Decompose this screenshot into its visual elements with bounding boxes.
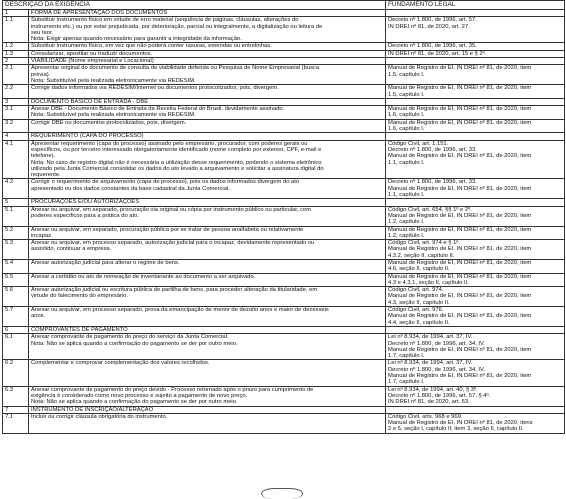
requirement-row [3,386,565,406]
legal-basis-line: Código Civil, art. 1.151. [388,140,449,147]
legal-basis-line: Manual de Registro de EI, IN DREI nº 81, de 2020, item [388,153,532,160]
description-line: Apresentar original do documento de consulta de viabilidade deferida ou Pesquisa de Nome Empresarial (busca [31,65,320,72]
item-description [29,273,386,287]
description-line: Incluir ou corrigir cláusula obrigatória do instrumento. [31,413,168,420]
item-number: 2.1 [3,65,29,85]
description-line: Anexar ou arquivar, em processo separado, autorização judicial para o incapaz, devidamente representado ou [31,240,315,247]
item-legal-basis [386,226,565,240]
description-line: incapaz. [31,232,53,239]
section-row [3,10,565,17]
section-number: 6 [3,326,29,333]
legal-basis-line: Código Civil, art. 974. [388,287,444,294]
section-title: REQUERIMENTO (CAPA DO PROCESSO) [29,133,386,140]
item-description [29,119,386,133]
item-description [29,307,386,327]
item-number: 6.1 [3,334,29,360]
item-description [29,259,386,273]
item-legal-basis [386,140,565,179]
item-description [29,179,386,199]
item-number: 5.4 [3,259,29,273]
description-line: apresentado ou dos dados constantes da base cadastral da Junta Comercial. [31,185,230,192]
legal-basis-line: 2 e 5, seção I, capítulo II; item 3, seção II, capítulo II. [388,426,524,433]
legal-basis-line: Lei nº 8.934, de 1994, art. 37, IV. [388,334,473,341]
item-legal-basis [386,259,565,273]
item-legal-basis [386,106,565,120]
requirement-row [3,17,565,43]
requirement-row [3,273,565,287]
legal-basis-line: Manual de Registro de EI, IN DREI nº 81, de 2020, item [388,65,532,72]
item-number: 7.1 [3,413,29,433]
header-legal-basis: FUNDAMENTO LEGAL [386,1,565,10]
legal-basis-line: Manual de Registro de EI, IN DREI nº 81, de 2020, itens [388,420,533,427]
description-line: utilizado pela Junta Comercial consolidar os dados do ato levado a arquivamento e solicitar a assinatura digital do [31,165,324,172]
description-line: Corrigir dados informados via REDESIM/Internet ou documentos protocolizados, pois, divergem. [31,85,279,92]
legal-basis-line: Manual de Registro de EI, IN DREI nº 81, de 2020, item [388,119,532,126]
section-legal-empty [386,326,565,333]
legal-basis-line: IN DREI nº 81, de 2020, art. 27. [388,23,470,30]
description-line: Anexar ou arquivar, em separado, procuração pública por se tratar de pessoa analfabeta ou relativamente [31,226,304,233]
description-line: Nota: No caso de registro digital não é necessária a utilização desse requerimento, podendo o sistema eletrônico [31,159,322,166]
description-line: Nota: Substituível pela realizada eletronicamente via REDESIM. [31,112,196,119]
description-line: Anexar ou arquivar, em separado, procuração via original ou cópia por instrumento público ou particular, com [31,206,312,213]
description-line: Nota: Não se aplica quando a confirmação do pagamento se der por outro meio. [31,340,238,347]
item-legal-basis [386,43,565,50]
item-number: 5.7 [3,307,29,327]
requirement-row [3,206,565,226]
requirement-row [3,50,565,57]
legal-basis-line: 1.5, capítulo I. [388,91,425,98]
section-title: FORMA DE APRESENTAÇÃO DOS DOCUMENTOS [29,10,386,17]
item-legal-basis [386,206,565,226]
item-description [29,106,386,120]
item-description [29,413,386,433]
legal-basis-line: 1.7, capítulo I. [388,379,425,386]
requirement-row [3,226,565,240]
section-title: PROCURAÇÕES E/OU AUTORIZAÇÕES [29,199,386,206]
item-number: 5.3 [3,240,29,260]
item-legal-basis [386,360,565,386]
legal-basis-line: Manual de Registro de EI, IN DREI nº 81, de 2020, item [388,293,532,300]
section-legal-empty [386,58,565,65]
table-header-row [3,1,565,10]
requirement-row [3,287,565,307]
item-number: 1.1 [3,17,29,43]
section-row [3,58,565,65]
description-line: Anexar comprovante de pagamento do preço devido - Processo retornado após o prazo para cumprimento de [31,386,314,393]
item-description [29,240,386,260]
section-legal-empty [386,199,565,206]
legal-basis-line: Decreto nº 1.800, de 1996, art. 34, IV. [388,340,485,347]
legal-basis-line: 1.6, capítulo I. [388,126,425,133]
description-line: Substituir instrumento físico, em vez que não poderá conter rasuras, emendas ou entrelinhas. [31,43,272,50]
description-line: Nota: Substituível pela realizada eletronicamente via REDESIM. [31,77,196,84]
legal-basis-line: 4.4, seção II, capítulo II. [388,319,450,326]
description-line: assistido, continuar a empresa. [31,246,112,253]
item-legal-basis [386,307,565,327]
section-row [3,406,565,413]
legal-basis-line: Decreto nº 1.800, de 1996, art. 33. [388,146,477,153]
legal-basis-line: IN DREI nº 81, de 2020, art. 15 e § 2º. [388,50,487,57]
item-legal-basis [386,119,565,133]
item-number: 6.2 [3,360,29,386]
description-line: Anexar DBE - Documento Básico de Entrada da Receita Federal do Brasil, devidamente assinado. [31,106,285,113]
item-number: 4.1 [3,140,29,179]
item-number: 1.3 [3,50,29,57]
item-description [29,43,386,50]
item-legal-basis [386,240,565,260]
header-description: DESCRIÇÃO DA EXIGÊNCIA [3,1,386,10]
section-number: 4 [3,133,29,140]
item-number: 4.2 [3,179,29,199]
item-description [29,140,386,179]
item-legal-basis [386,386,565,406]
section-row [3,199,565,206]
requirement-row [3,334,565,360]
legal-basis-line: Código Civil, art. 654, §§ 1º e 2º. [388,206,472,213]
item-number: 5.5 [3,273,29,287]
item-legal-basis [386,50,565,57]
description-line: poderes específicos para a prática do ato. [31,212,139,219]
section-legal-empty [386,10,565,17]
item-legal-basis [386,334,565,360]
description-line: Corrigir o requerimento de arquivamento (capa de processo), pois os dados informados divergem do ato [31,179,300,186]
description-line: Complementar e comprovar complementação dos valores recolhidos. [31,360,210,367]
requirement-row [3,179,565,199]
description-line: instrumento etc.) ou por estar prejudicada, por deterioração, parcial ou integralmente, a digitalização ou leitura de [31,23,323,30]
item-description [29,206,386,226]
description-line: Nota: Exigir apenas quando necessário para garantir a integridade da informação. [31,36,242,43]
description-line: Anexar comprovante de pagamento do preço do serviço da Junta Comercial. [31,334,229,341]
section-number: 5 [3,199,29,206]
legal-basis-line: Código Civil, art. 976. [388,307,444,314]
legal-basis-line: 1.2, capítulo I. [388,219,425,226]
item-legal-basis [386,413,565,433]
section-title: COMPROVANTES DE PAGAMENTO [29,326,386,333]
requirement-row [3,259,565,273]
legal-basis-line: Manual de Registro de EI, IN DREI nº 81, de 2020, item [388,185,532,192]
legal-basis-line: Decreto nº 1.800, de 1996, art. 34, IV. [388,366,485,373]
section-legal-empty [386,406,565,413]
legal-basis-line: Decreto nº 1.800, de 1996, art. 57. [388,17,477,24]
requirement-row [3,85,565,99]
legal-basis-line: Manual de Registro de EI, IN DREI nº 81, de 2020, item [388,273,532,280]
requirement-row [3,360,565,386]
section-number: 1 [3,10,29,17]
legal-basis-line: Manual de Registro de EI, IN DREI nº 81, de 2020, item [388,212,532,219]
requirements-document [2,0,564,434]
legal-basis-line: Manual de Registro de EI, IN DREI nº 81, de 2020, item [388,85,532,92]
legal-basis-line: Decreto nº 1.800, de 1996, art. 35. [388,43,477,50]
section-legal-empty [386,133,565,140]
description-line: requerente. [31,172,61,179]
item-description [29,386,386,406]
section-legal-empty [386,98,565,105]
item-legal-basis [386,287,565,307]
requirement-row [3,65,565,85]
item-number: 2.2 [3,85,29,99]
section-title: DOCUMENTO BÁSICO DE ENTRADA - DBE [29,98,386,105]
item-number: 1.2 [3,43,29,50]
legal-basis-line: Decreto nº 1.800, de 1996, art. 33. [388,179,477,186]
requirement-row [3,413,565,433]
item-legal-basis [386,17,565,43]
requirement-row [3,119,565,133]
description-line: Consularizar, apostilar ou traduzir documentos. [31,50,153,57]
legal-basis-line: 1.7, capítulo I. [388,353,425,360]
item-description [29,226,386,240]
section-number: 2 [3,58,29,65]
description-line: Anexar a certidão ou ato de nomeação de inventariante ao documento a ser arquivado. [31,273,256,280]
section-row [3,326,565,333]
section-row [3,133,565,140]
item-legal-basis [386,85,565,99]
description-line: seu teor. [31,29,54,36]
description-line: virtude do falecimento do empresário. [31,293,128,300]
item-number: 5.2 [3,226,29,240]
legal-basis-line: 4.3 e 4.3.1, seção II, capítulo II. [388,279,469,286]
description-line: Anexar ou arquivar, em processo separado, prova da emancipação de menor de dezoito anos e maior de dezesseis [31,307,329,314]
legal-basis-line: Lei nº 8.934, de 1994, art. 40, § 3º. [388,386,478,393]
description-line: Anexar autorização judicial ou escritura pública de partilha de bens, para proceder alteração da titularidade, em [31,287,318,294]
item-number: 3.1 [3,106,29,120]
legal-basis-line: Manual de Registro de EI, IN DREI nº 81, de 2020, item [388,313,532,320]
legal-basis-line: 4.3, seção II, capítulo II. [388,299,450,306]
item-description [29,85,386,99]
section-title: VIABILIDADE (Nome empresarial e Locacional) [29,58,386,65]
item-description [29,334,386,360]
legal-basis-line: 4.3.2, seção II, capítulo II. [388,252,455,259]
legal-basis-line: Manual de Registro de EI, IN DREI nº 81, de 2020, item [388,259,532,266]
description-line: Corrigir DBE ou documentos protocolizados, pois, divergem. [31,119,187,126]
requirement-row [3,140,565,179]
legal-basis-line: Manual de Registro de EI, IN DREI nº 81, de 2020, item [388,373,532,380]
page-number-tab [261,488,303,499]
requirement-row [3,43,565,50]
item-legal-basis [386,65,565,85]
requirement-row [3,106,565,120]
description-line: exigência é considerado como novo processo e sujeito a pagamento de novo preço. [31,392,248,399]
requirements-table [2,0,565,434]
legal-basis-line: Código Civil, art. 974 e § 1º. [388,240,461,247]
description-line: Anexar autorização judicial para alterar o regime de bens. [31,259,180,266]
item-description [29,287,386,307]
requirement-row [3,307,565,327]
requirement-row [3,240,565,260]
item-legal-basis [386,273,565,287]
item-description [29,360,386,386]
legal-basis-line: 1.2, capítulo I. [388,232,425,239]
section-number: 3 [3,98,29,105]
legal-basis-line: Lei nº 8.934, de 1994, art. 37, IV. [388,360,473,367]
description-line: Substituir instrumento físico em virtude de erro material (sequência de páginas, cláusulas, alterações do [31,17,299,24]
legal-basis-line: Manual de Registro de EI, IN DREI nº 81, de 2020, item [388,106,532,113]
description-line: específicos, ou por terceiro interessado obrigatoriamente identificado (nome completo por extenso, CPF, e-mail e [31,146,322,153]
legal-basis-line: 1.6, capítulo I. [388,112,425,119]
description-line: Nota: Não se aplica quando a confirmação do pagamento se der por outro meio. [31,399,238,406]
legal-basis-line: 4.6, seção II, capítulo II. [388,266,450,273]
legal-basis-line: IN DREI nº 81, de 2020, art. 53. [388,399,470,406]
section-number: 7 [3,406,29,413]
description-line: telefone). [31,153,56,160]
item-description [29,50,386,57]
item-legal-basis [386,179,565,199]
legal-basis-line: Decreto nº 1.800, de 1996, art. 57, § 4º. [388,392,491,399]
item-description [29,17,386,43]
legal-basis-line: Manual de Registro de EI, IN DREI nº 81, de 2020, item [388,226,532,233]
legal-basis-line: 1.1, capítulo I. [388,192,425,199]
section-row [3,98,565,105]
item-number: 5.1 [3,206,29,226]
section-title: INSTRUMENTO DE INSCRIÇÃO/ALTERAÇÃO [29,406,386,413]
item-number: 3.2 [3,119,29,133]
legal-basis-line: 1.1, capítulo I. [388,159,425,166]
description-line: anos. [31,313,46,320]
description-line: prévia). [31,71,51,78]
item-number: 5.6 [3,287,29,307]
legal-basis-line: 1.5, capítulo I. [388,71,425,78]
description-line: Apresentar requerimento (capa do processo) assinado pelo empresário, procurador, com poderes gerais ou [31,140,308,147]
item-description [29,65,386,85]
legal-basis-line: Manual de Registro de EI, IN DREI nº 81, de 2020, item [388,246,532,253]
legal-basis-line: Manual de Registro de EI, IN DREI nº 81, de 2020, item [388,346,532,353]
table-body [3,10,565,434]
legal-basis-line: Código Civil, arts. 968 e 969. [388,413,463,420]
item-number: 6.3 [3,386,29,406]
